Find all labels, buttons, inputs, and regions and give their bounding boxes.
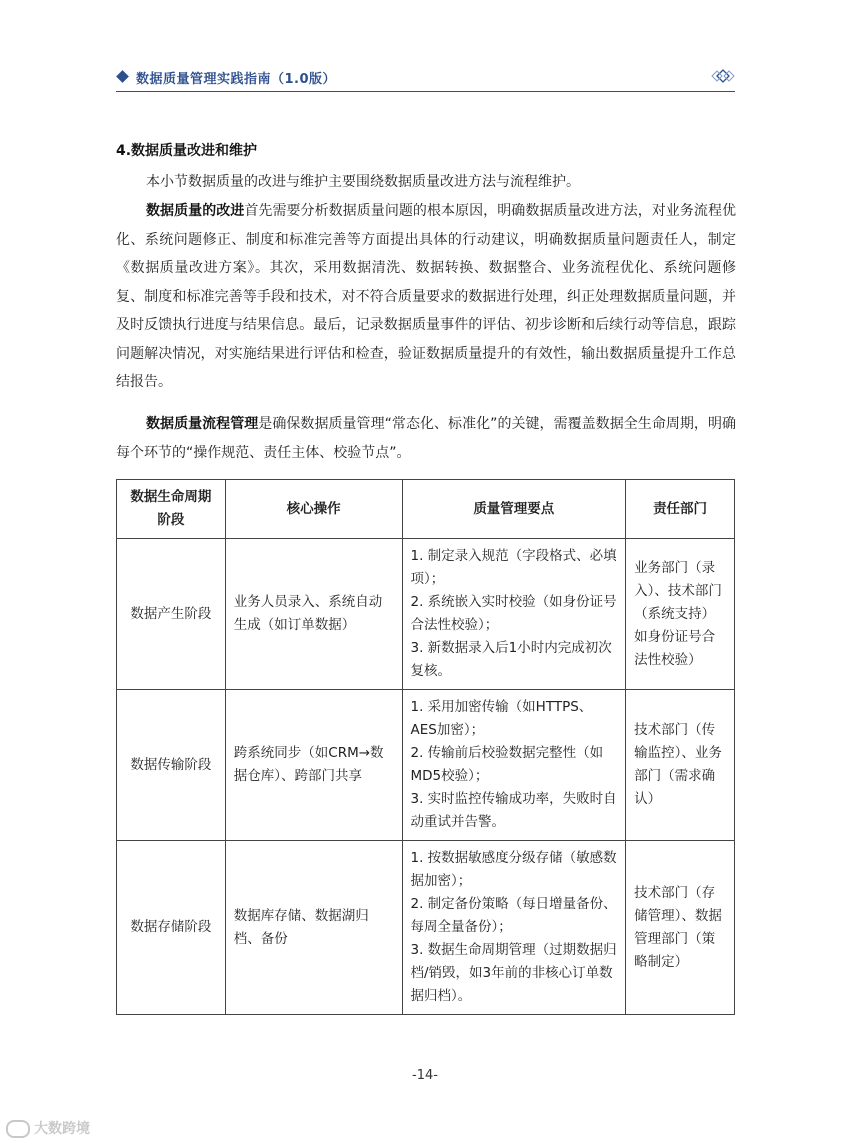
process-heading: 数据质量流程管理 [146, 416, 259, 432]
point-item: 3. 实时监控传输成功率，失败时自动重试并告警。 [410, 791, 617, 830]
page-number: -14- [412, 1068, 438, 1083]
point-item: 3. 数据生命周期管理（过期数据归档/销毁，如3年前的非核心订单数据归档）。 [410, 942, 617, 1004]
table-header-row [117, 480, 735, 539]
point-item: 2. 传输前后校验数据完整性（如MD5校验）； [410, 745, 604, 784]
point-item: 2. 制定备份策略（每日增量备份、每周全量备份）； [410, 896, 617, 935]
improvement-paragraph [116, 197, 736, 397]
intro-paragraph: 本小节数据质量的改进与维护主要围绕数据质量改进方法与流程维护。 [146, 174, 580, 190]
dept-cell: 技术部门（传输监控）、业务部门（需求确认） [626, 690, 735, 841]
improvement-text: 首先需要分析数据质量问题的根本原因，明确数据质量改进方法，对业务流程优化、系统问题修正、制度和标准完善等方面提出具体的行动建议，明确数据质量问题责任人，制定《数据质量改进方案》。其次，采用数据清洗、数据转换、数据整合、业务流程优化、系统问题修复、制度和标准完善等手段和技术，对不符合质量要求的数据进行处理，纠正处理数据质量问题，并及时反馈执行进度与结果信息。最后，记录数据质量事件的评估、初步诊断和后续行动等信息，跟踪问题解决情况，对实施结果进行评估和检查，验证数据质量提升的有效性，输出数据质量提升工作总结报告。 [116, 203, 737, 390]
stage-cell: 数据存储阶段 [117, 841, 226, 1015]
dept-cell: 业务部门（录入）、技术部门（系统支持）如身份证号合法性校验） [626, 539, 735, 690]
watermark-text: 大数跨境 [34, 1121, 90, 1137]
header-rule [116, 91, 735, 92]
points-cell [402, 539, 626, 690]
point-item: 1. 按数据敏感度分级存储（敏感数据加密）； [410, 850, 617, 889]
watermark-logo-icon [6, 1120, 30, 1138]
table-row [117, 841, 735, 1015]
ops-cell: 业务人员录入、系统自动生成（如订单数据） [225, 539, 402, 690]
diamond-bullet-icon [116, 70, 129, 83]
diamond-logo-icon [711, 66, 735, 86]
process-paragraph [116, 410, 736, 467]
watermark [6, 1118, 90, 1138]
stage-cell: 数据产生阶段 [117, 539, 226, 690]
table-row [117, 539, 735, 690]
point-item: 1. 采用加密传输（如HTTPS、AES加密）； [410, 699, 593, 738]
page-header [116, 66, 735, 94]
header-points: 质量管理要点 [402, 480, 626, 539]
points-cell [402, 841, 626, 1015]
header-dept: 责任部门 [626, 480, 735, 539]
ops-cell: 跨系统同步（如CRM→数据仓库）、跨部门共享 [225, 690, 402, 841]
dept-cell: 技术部门（存储管理）、数据管理部门（策略制定） [626, 841, 735, 1015]
lifecycle-table [116, 479, 735, 1015]
point-item: 2. 系统嵌入实时校验（如身份证号合法性校验）； [410, 594, 617, 633]
point-item: 1. 制定录入规范（字段格式、必填项）； [410, 548, 617, 587]
point-item: 3. 新数据录入后1小时内完成初次复核。 [410, 640, 612, 679]
header-stage: 数据生命周期阶段 [117, 480, 226, 539]
stage-cell: 数据传输阶段 [117, 690, 226, 841]
header-title: 数据质量管理实践指南（1.0版） [136, 72, 337, 87]
header-ops: 核心操作 [225, 480, 402, 539]
process-text: 是确保数据质量管理“常态化、标准化”的关键，需覆盖数据全生命周期，明确每个环节的“操作规范、责任主体、校验节点”。 [116, 416, 737, 461]
improvement-heading: 数据质量的改进 [146, 203, 245, 219]
section-title: 4.数据质量改进和维护 [116, 143, 258, 159]
points-cell [402, 690, 626, 841]
ops-cell: 数据库存储、数据湖归档、备份 [225, 841, 402, 1015]
table-row [117, 690, 735, 841]
